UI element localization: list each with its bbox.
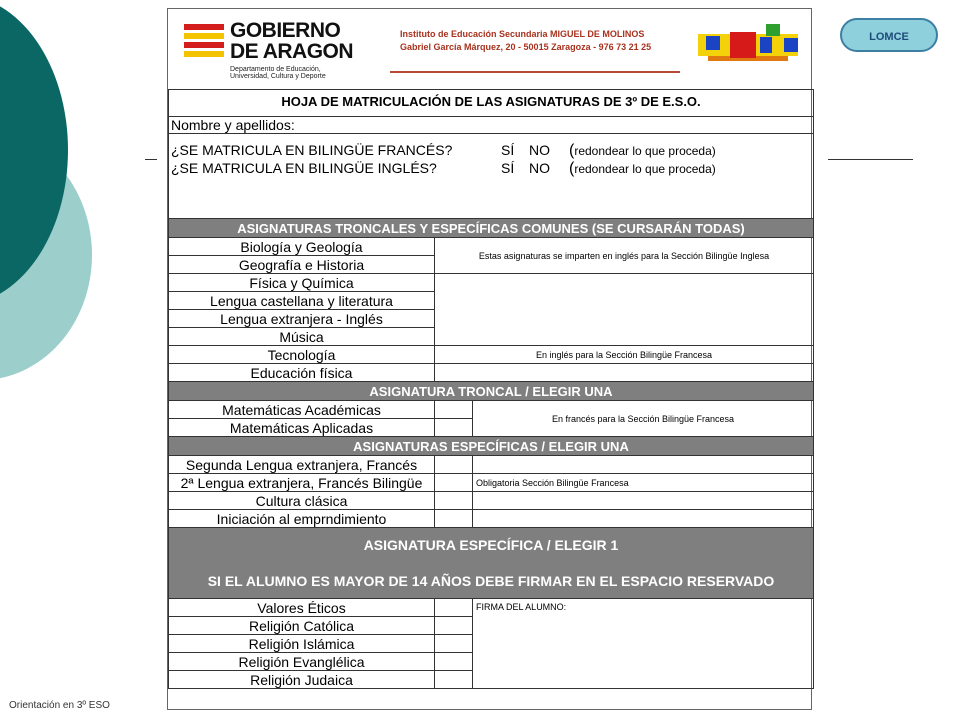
institute-address: Gabriel García Márquez, 20 - 50015 Zaragoza - 976 73 21 25 <box>400 42 652 52</box>
subject-row: Lengua extranjera - Inglés <box>169 310 435 328</box>
bilingual-english-note-paren: ( <box>569 160 575 177</box>
note-math-french: En francés para la Sección Bilingüe Francesa <box>473 401 814 437</box>
section-header-especifica-elegir-1 <box>169 528 814 599</box>
bilingual-english-no[interactable]: NO <box>529 160 550 176</box>
choice-box[interactable] <box>435 419 473 437</box>
logo-text <box>230 20 353 62</box>
subject-row: Lengua castellana y literatura <box>169 292 435 310</box>
choice-box[interactable] <box>435 401 473 419</box>
logo-dept-line-2: Universidad, Cultura y Deporte <box>230 73 326 80</box>
empty-note-cell <box>435 364 814 382</box>
subject-row: Iniciación al emprndimiento <box>169 510 435 528</box>
note-english-section: Estas asignaturas se imparten en inglés para la Sección Bilingüe Inglesa <box>435 238 814 274</box>
name-field[interactable] <box>169 117 814 134</box>
subject-row: Tecnología <box>169 346 435 364</box>
title-rule-left <box>145 159 157 160</box>
bilingual-french-yes[interactable]: SÍ <box>501 142 515 158</box>
subject-row: Matemáticas Aplicadas <box>169 419 435 437</box>
subject-row: Geografía e Historia <box>169 256 435 274</box>
subject-row: Música <box>169 328 435 346</box>
choice-box[interactable] <box>435 456 473 474</box>
subject-row: Cultura clásica <box>169 492 435 510</box>
choice-box[interactable] <box>435 635 473 653</box>
logo-dept-line-1: Departamento de Educación, <box>230 66 321 73</box>
subject-row: Valores Éticos <box>169 599 435 617</box>
bilingual-english-yes[interactable]: SÍ <box>501 160 515 176</box>
bilingual-french-no[interactable]: NO <box>529 142 550 158</box>
note-obligatoria-francesa: Obligatoria Sección Bilingüe Francesa <box>473 474 814 492</box>
institute-underline <box>390 71 680 73</box>
logo-department <box>230 66 390 80</box>
bilingual-french-question: ¿SE MATRICULA EN BILINGÜE FRANCÉS? <box>171 142 453 158</box>
empty-note-cell <box>473 510 814 528</box>
signature-box[interactable] <box>473 599 814 689</box>
bilingual-french-row <box>171 142 811 160</box>
choice-box[interactable] <box>435 653 473 671</box>
subject-row: Educación física <box>169 364 435 382</box>
note-french-section: En inglés para la Sección Bilingüe Francesa <box>435 346 814 364</box>
choice-box[interactable] <box>435 474 473 492</box>
choice-box[interactable] <box>435 510 473 528</box>
enrollment-table <box>168 89 814 689</box>
section-header-especificas: ASIGNATURAS ESPECÍFICAS / ELEGIR UNA <box>169 437 814 456</box>
bilingual-english-row <box>171 160 811 178</box>
choice-box[interactable] <box>435 599 473 617</box>
choice-box[interactable] <box>435 492 473 510</box>
subject-row: Religión Católica <box>169 617 435 635</box>
institute-name: Instituto de Educación Secundaria MIGUEL DE MOLINOS <box>400 29 645 39</box>
choice-box[interactable] <box>435 671 473 689</box>
subject-row: Religión Judaica <box>169 671 435 689</box>
subject-row: Religión Evanglélica <box>169 653 435 671</box>
school-logo-icon <box>698 24 802 64</box>
bilingual-french-note: redondear lo que proceda) <box>574 144 716 158</box>
subject-row: Física y Química <box>169 274 435 292</box>
lomce-badge[interactable]: LOMCE <box>840 18 938 52</box>
form-title: HOJA DE MATRICULACIÓN DE LAS ASIGNATURAS DE 3º DE E.S.O. <box>169 90 814 117</box>
logo-line-2: DE ARAGON <box>230 40 354 63</box>
subject-row: Segunda Lengua extranjera, Francés <box>169 456 435 474</box>
subject-row: Matemáticas Académicas <box>169 401 435 419</box>
subject-row: Religión Islámica <box>169 635 435 653</box>
aragon-flag-icon <box>184 24 224 62</box>
institute-info <box>400 28 651 54</box>
section4-header-line-2: SI EL ALUMNO ES MAYOR DE 14 AÑOS DEBE FIRMAR EN EL ESPACIO RESERVADO <box>207 573 775 589</box>
section-header-troncales: ASIGNATURAS TRONCALES Y ESPECÍFICAS COMUNES (SE CURSARÁN TODAS) <box>169 219 814 238</box>
bilingual-english-note: redondear lo que proceda) <box>574 162 716 176</box>
signature-label: FIRMA DEL ALUMNO: <box>476 602 567 612</box>
subject-row: Biología y Geología <box>169 238 435 256</box>
gobierno-aragon-logo <box>184 19 384 84</box>
subject-row: 2ª Lengua extranjera, Francés Bilingüe <box>169 474 435 492</box>
bilingual-section <box>169 134 814 219</box>
footer-text: Orientación en 3º ESO <box>9 700 110 711</box>
enrollment-form <box>167 8 812 710</box>
bilingual-french-note-paren: ( <box>569 142 575 159</box>
empty-note-cell <box>435 274 814 346</box>
empty-note-cell <box>473 492 814 510</box>
title-rule-right <box>828 159 913 160</box>
choice-box[interactable] <box>435 617 473 635</box>
section4-header-line-1: ASIGNATURA ESPECÍFICA / ELEGIR 1 <box>363 537 619 553</box>
name-label: Nombre y apellidos: <box>171 117 295 133</box>
bilingual-english-question: ¿SE MATRICULA EN BILINGÜE INGLÉS? <box>171 160 437 176</box>
empty-note-cell <box>473 456 814 474</box>
logo-line-1: GOBIERNO <box>230 19 341 42</box>
section-header-troncal-elegir: ASIGNATURA TRONCAL / ELEGIR UNA <box>169 382 814 401</box>
